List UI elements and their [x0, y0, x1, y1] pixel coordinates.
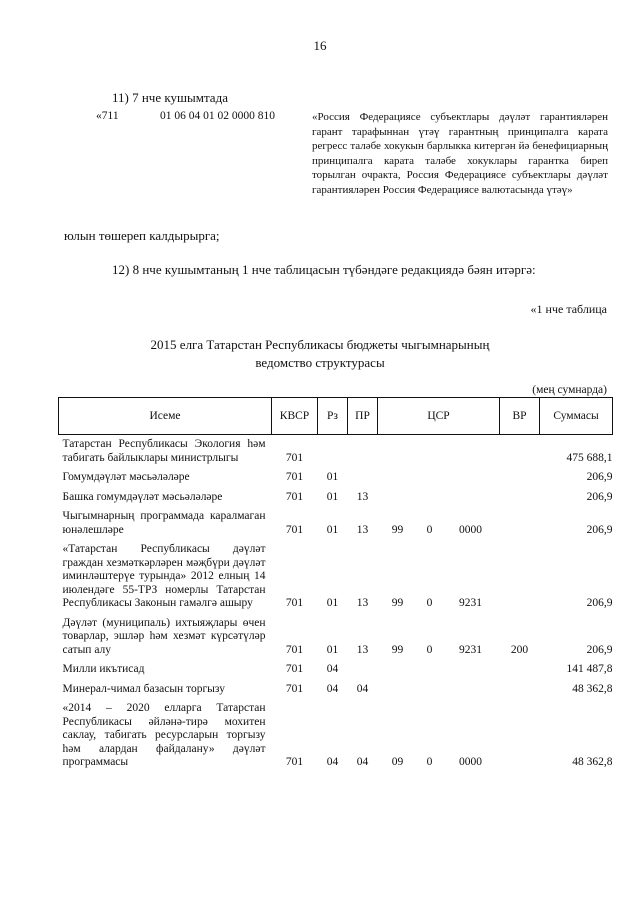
cell-name: Дәүләт (муниципаль) ихтыяҗлары өчен товарлар, эшләр һәм хезмәт күрсәтүләр сатып алу	[62, 616, 266, 656]
cell-rz: 01	[326, 523, 339, 536]
quoted-row-code: «711	[96, 110, 119, 122]
cell-csr-subprogram: 0	[426, 597, 433, 609]
cell-rz: 04	[326, 663, 339, 675]
cell-vr	[500, 699, 540, 773]
header-name: Исеме	[59, 398, 272, 435]
cell-vr	[500, 468, 540, 488]
units-note: (мең сумнарда)	[532, 384, 607, 396]
cell-vr	[500, 680, 540, 700]
cell-csr-subprogram	[418, 488, 442, 508]
cell-vr	[500, 540, 540, 614]
cell-pr	[348, 660, 378, 680]
table-row	[59, 435, 613, 469]
quoted-row-text: «Россия Федерациясе субъектлары дәүләт гарантияләрен гарант тарафыннан үтәү гарантның принципалга карата регресс таләбе хокукын барлыкка китергән йә бенефициарның принципалга карата таләбе хокуклары гарантка биреп торылган очракта, Россия Федерациясе субъектлары дәүләт гарантияләрен Россия Федерациясе валютасында үтәү»	[312, 111, 608, 196]
cell-csr-subprogram	[418, 680, 442, 700]
cell-kvsr: 701	[285, 490, 304, 503]
cell-sum: 206,9	[586, 471, 613, 483]
cell-rz	[318, 435, 348, 469]
cell-csr-direction	[442, 468, 500, 488]
cell-csr-direction	[442, 680, 500, 700]
cell-csr-direction	[442, 488, 500, 508]
header-csr: ЦСР	[378, 398, 500, 435]
cell-csr-subprogram: 0	[426, 643, 433, 656]
cell-sum: 206,9	[586, 643, 613, 656]
cell-pr	[348, 435, 378, 469]
table-row	[59, 468, 613, 488]
cell-vr: 200	[510, 643, 529, 656]
cell-name: Чыгымнарның программада каралмаган юнәлешләре	[62, 510, 266, 536]
cell-name: Татарстан Республикасы Экология һәм табигать байлыклары министрлыгы	[62, 438, 266, 464]
cell-pr: 13	[356, 490, 369, 503]
cell-csr-program: 99	[391, 597, 404, 609]
cell-csr-program: 99	[391, 523, 404, 536]
cell-kvsr: 701	[285, 597, 304, 609]
cell-csr-program	[378, 680, 418, 700]
table-row	[59, 614, 613, 661]
cell-csr-direction	[442, 435, 500, 469]
cell-rz: 04	[326, 682, 339, 695]
cell-name: «Татарстан Республикасы дәүләт граждан хезмәткәрләрен мәҗбүри дәүләт иминләштерүе турында» 2012 елның 14 июлендәге 55-ТРЗ номерлы Татарстан Республикасы Законын гамәлгә ашыру	[62, 543, 266, 609]
cell-kvsr: 701	[285, 756, 304, 768]
cell-csr-program	[378, 468, 418, 488]
cell-csr-subprogram: 0	[426, 523, 433, 536]
header-rz: Рз	[318, 398, 348, 435]
cell-kvsr: 701	[285, 643, 304, 656]
table-header-row	[59, 398, 613, 435]
cell-rz: 01	[326, 490, 339, 503]
cell-sum: 206,9	[586, 597, 613, 609]
cell-csr-direction	[442, 660, 500, 680]
header-kvsr: КВСР	[272, 398, 318, 435]
cell-vr	[500, 660, 540, 680]
cell-sum: 141 487,8	[566, 663, 613, 675]
cell-sum: 48 362,8	[572, 682, 613, 695]
header-sum: Суммасы	[540, 398, 613, 435]
cell-sum: 206,9	[586, 490, 613, 503]
cell-csr-subprogram	[418, 468, 442, 488]
cell-csr-program	[378, 488, 418, 508]
title-line-2: ведомство структурасы	[255, 355, 385, 370]
cell-sum: 48 362,8	[572, 756, 613, 768]
cell-kvsr: 701	[285, 523, 304, 536]
cell-csr-direction: 9231	[459, 643, 483, 656]
cell-name: Минерал-чимал базасын торгызу	[62, 682, 225, 695]
item-11-instruction: юлын төшереп калдырырга;	[64, 228, 220, 243]
cell-csr-program	[378, 435, 418, 469]
cell-csr-direction: 0000	[459, 756, 483, 768]
cell-csr-direction: 9231	[459, 597, 483, 609]
table-row	[59, 699, 613, 773]
cell-name: «2014 – 2020 елларга Татарстан Республикасы әйләнә-тирә мохитен саклау, табигать ресурсларын торгызу һәм алардан файдалану» дәүләт программасы	[62, 702, 266, 768]
cell-csr-subprogram	[418, 660, 442, 680]
table-row	[59, 540, 613, 614]
cell-pr: 13	[356, 523, 369, 536]
table-row	[59, 507, 613, 540]
cell-vr	[500, 488, 540, 508]
cell-rz: 04	[326, 756, 339, 768]
table-row	[59, 680, 613, 700]
budget-table	[58, 397, 613, 773]
cell-csr-program: 99	[391, 643, 404, 656]
cell-name: Гомумдәүләт мәсьәләләре	[62, 471, 190, 483]
cell-pr: 13	[356, 597, 369, 609]
document-title	[0, 336, 640, 372]
cell-name: Башка гомумдәүләт мәсьәләләре	[62, 490, 223, 503]
cell-kvsr: 701	[285, 663, 304, 675]
cell-rz: 01	[326, 643, 339, 656]
page-number: 16	[313, 38, 327, 53]
item-12-heading: 12) 8 нче кушымтаның 1 нче таблицасын түбәндәге редакциядә бәян итәргә:	[112, 262, 536, 277]
cell-pr: 04	[356, 682, 369, 695]
cell-rz: 01	[326, 597, 339, 609]
cell-csr-subprogram: 0	[426, 756, 433, 768]
header-vr: ВР	[500, 398, 540, 435]
quoted-row-classification: 01 06 04 01 02 0000 810	[160, 110, 275, 122]
cell-csr-program: 09	[391, 756, 404, 768]
cell-kvsr: 701	[285, 682, 304, 695]
table-row	[59, 660, 613, 680]
cell-vr	[500, 507, 540, 540]
cell-pr: 13	[356, 643, 369, 656]
header-pr: ПР	[348, 398, 378, 435]
title-line-1: 2015 елга Татарстан Республикасы бюджеты чыгымнарының	[150, 337, 490, 352]
cell-sum: 206,9	[586, 523, 613, 536]
cell-name: Милли икътисад	[62, 663, 145, 675]
table-body	[59, 435, 613, 773]
cell-csr-direction: 0000	[459, 523, 483, 536]
table-row	[59, 488, 613, 508]
cell-csr-subprogram	[418, 435, 442, 469]
table-reference: «1 нче таблица	[530, 302, 607, 316]
cell-pr: 04	[356, 756, 369, 768]
cell-rz: 01	[326, 471, 339, 483]
cell-kvsr: 701	[285, 451, 304, 464]
item-11-heading: 11) 7 нче кушымтада	[112, 90, 228, 105]
cell-sum: 475 688,1	[566, 451, 613, 464]
cell-csr-program	[378, 660, 418, 680]
cell-kvsr: 701	[285, 471, 304, 483]
cell-vr	[500, 435, 540, 469]
cell-pr	[348, 468, 378, 488]
